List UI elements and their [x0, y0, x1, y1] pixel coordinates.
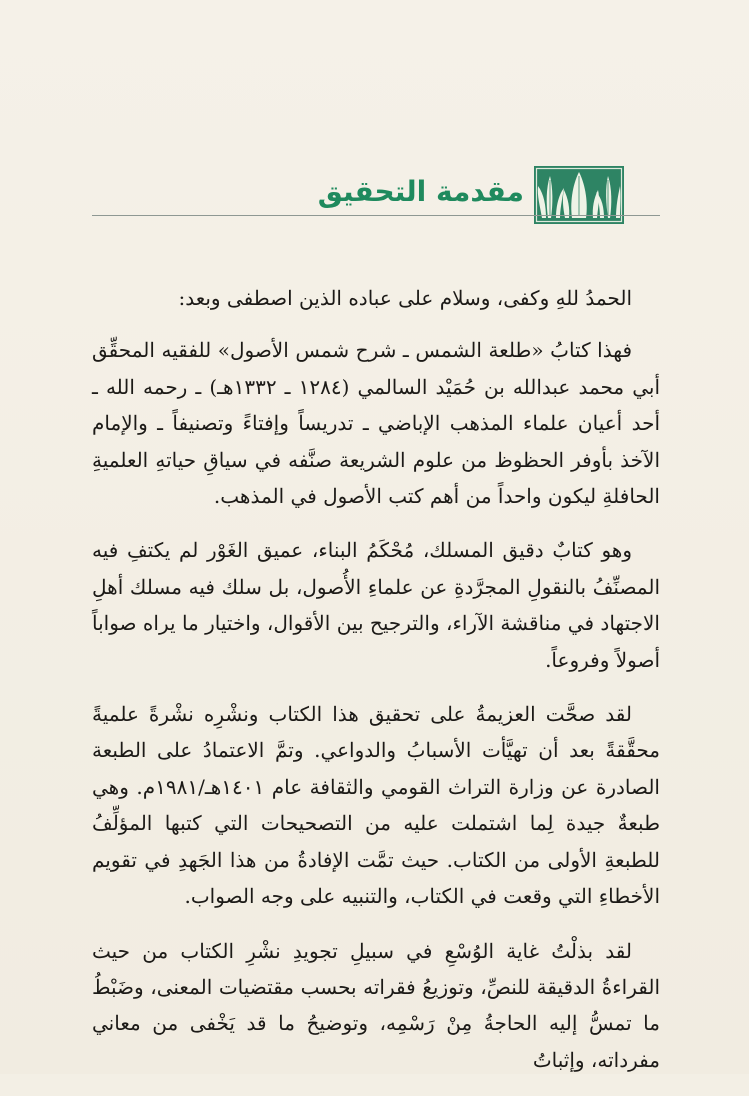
- chapter-title: مقدمة التحقيق: [317, 175, 524, 208]
- opening-paragraph: الحمدُ للهِ وكفى، وسلام على عباده الذين اصطفى وبعد:: [178, 286, 632, 310]
- paragraph-editorial-method: لقد بذلْتُ غاية الوُسْعِ في سبيلِ تجويدِ نشْرِ الكتاب من حيث القراءةُ الدقيقة للنصِّ، وتوزيعُ فقراته بحسب مقتضيات المعنى، وضَبْطُ ما تمسُّ إليه الحاجةُ مِنْ رَسْمِه، وتوضيحُ ما قد يَخْفى من معاني مفرداته، وإثباتُ: [92, 938, 660, 1072]
- paragraph-book-description: وهو كتابٌ دقيق المسلك، مُحْكَمُ البناء، عميق الغَوْر لم يكتفِ فيه المصنِّفُ بالنقولِ المجرَّدةِ عن علماءِ الأُصول، بل سلك فيه مسلك أهلِ الاجتهاد في مناقشة الآراء، والترجيح بين الأقوال، واختيار ما يراه صواباً أصولاً وفروعاً.: [92, 538, 660, 672]
- paragraph-book-intro: فهذا كتابُ «طلعة الشمس ـ شرح شمس الأصول» للفقيه المحقِّق أبي محمد عبدالله بن حُمَيْد السالمي (١٢٨٤ ـ ١٣٣٢هـ) ـ رحمه الله ـ أحد أعيان علماء المذهب الإباضي ـ تدريساً وإفتاءً وتصنيفاً ـ والإمام الآخذ بأوفر الحظوظ من علوم الشريعة صنَّفه في سياقِ حياتهِ العلميةِ الحافلةِ ليكون واحداً من أهم كتب الأصول في المذهب.: [92, 338, 661, 509]
- body-text: [92, 280, 660, 1096]
- chapter-header: [92, 166, 660, 220]
- header-divider: [92, 215, 660, 216]
- paragraph-edition-source: لقد صحَّت العزيمةُ على تحقيق هذا الكتاب ونشْرِه نشْرةً علميةً محقَّقةً بعد أن تهيَّأت الأسبابُ والدواعي. وتمَّ الاعتمادُ على الطبعة الصادرة عن وزارة التراث القومي والثقافة عام ١٤٠١هـ/١٩٨١م. وهي طبعةٌ جيدة لِما اشتملت عليه من التصحيحات التي كتبها المؤلِّفُ للطبعةِ الأولى من الكتاب. حيث تمَّت الإفادةُ من هذا الجَهدِ في تقويم الأخطاءِ التي وقعت في الكتاب، والتنبيه على وجه الصواب.: [92, 702, 660, 909]
